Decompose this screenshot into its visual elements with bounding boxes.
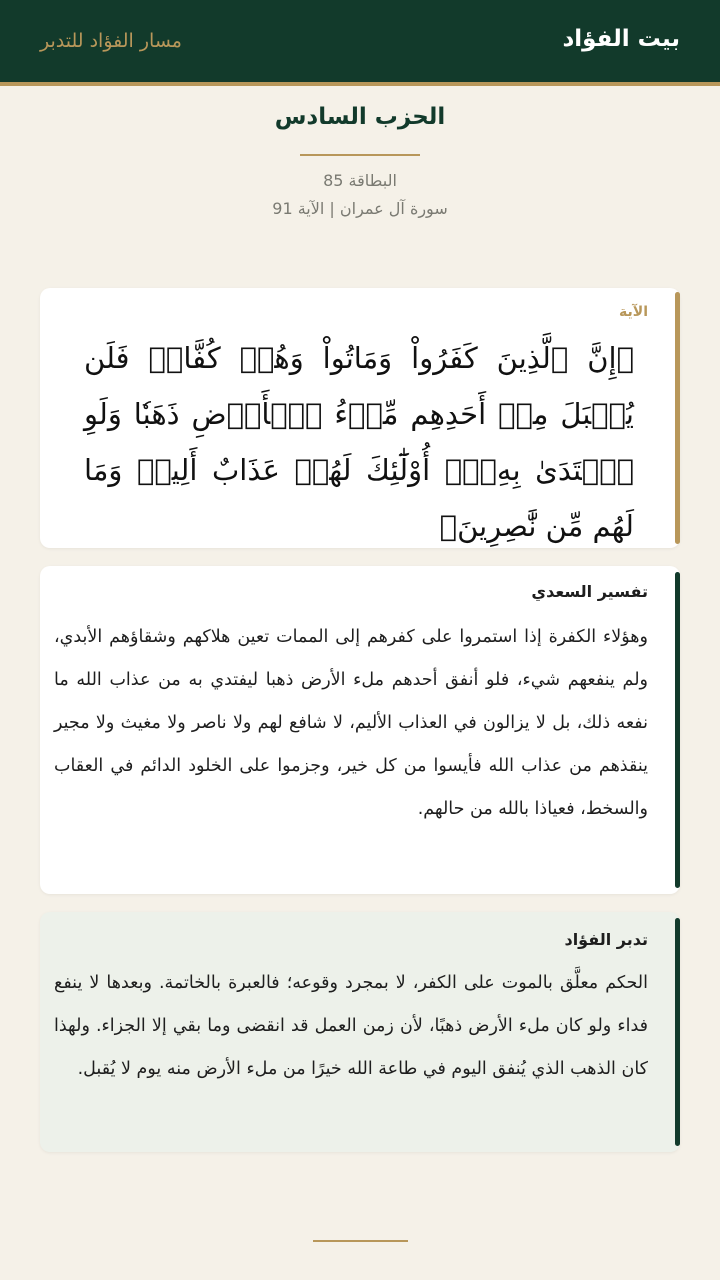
verse-label: الآية — [619, 304, 648, 320]
verse-reference: سورة آل عمران | الآية 91 — [272, 199, 448, 218]
reflection-card-accent — [675, 918, 680, 1146]
verse-text: ﴿إِنَّ ٱلَّذِينَ كَفَرُواْ وَمَاتُواْ وَهُمۡ كُفَّارٞ فَلَن يُقۡبَلَ مِنۡ أَحَدِهِم مِّلۡءُ ٱلۡأَرۡضِ ذَهَبٗا وَلَوِ ٱفۡتَدَىٰ بِهِۦٓۗ أُوْلَٰٓئِكَ لَهُمۡ عَذَابٌ أَلِيمٞ وَمَا لَهُم مِّن نَّٰصِرِينَ﴾ — [84, 341, 634, 543]
verse-card — [40, 288, 680, 548]
page-title: الحزب السادس — [274, 104, 446, 130]
reflection-path-link[interactable]: مسار الفؤاد للتدبر — [40, 30, 182, 52]
tafsir-label: تفسير السعدي — [531, 582, 648, 601]
reflection-card — [40, 912, 680, 1152]
verse-card-accent — [675, 292, 680, 544]
bottom-divider — [313, 1240, 408, 1242]
card-number: البطاقة 85 — [323, 171, 397, 190]
tafsir-card-accent — [675, 572, 680, 888]
app-header — [0, 0, 720, 86]
tafsir-card — [40, 566, 680, 894]
brand-title[interactable]: بيت الفؤاد — [562, 26, 680, 52]
reflection-label: تدبر الفؤاد — [564, 930, 648, 949]
tafsir-text: وهؤلاء الكفرة إذا استمروا على كفرهم إلى الممات تعين هلاكهم وشقاؤهم الأبدي، ولم ينفعهم شيء، فلو أنفق أحدهم ملء الأرض ذهبا ليفتدي به من عذاب الله ما نفعه ذلك، بل لا يزالون في العذاب الأليم، لا شافع لهم ولا ناصر ولا مغيث ولا مجير ينقذهم من عذاب الله فأيسوا من كل خير، وجزموا على الخلود الدائم في العقاب والسخط، فعياذا بالله من حالهم. — [54, 627, 648, 819]
title-divider — [300, 154, 420, 156]
reflection-text: الحكم معلَّق بالموت على الكفر، لا بمجرد وقوعه؛ فالعبرة بالخاتمة. وبعدها لا ينفع فداء ولو كان ملء الأرض ذهبًا، لأن زمن العمل قد انقضى وما بقي إلا الجزاء. ولهذا كان الذهب الذي يُنفق اليوم في طاعة الله خيرًا من ملء الأرض منه يوم لا يُقبل. — [54, 973, 648, 1079]
